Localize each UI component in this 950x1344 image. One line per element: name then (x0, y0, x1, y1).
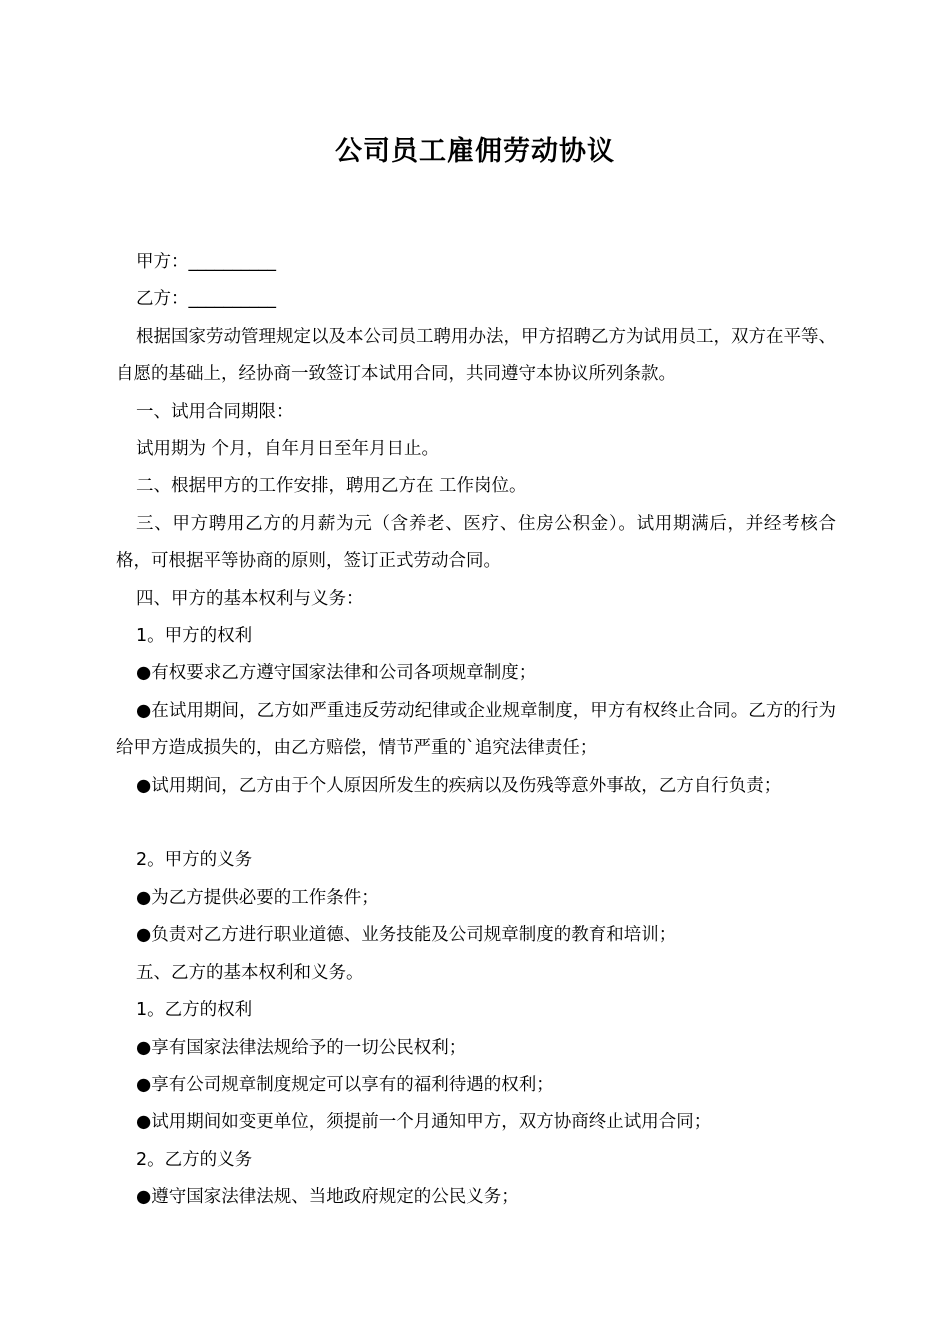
section-heading-3: 三、甲方聘用乙方的月薪为元（含养老、医疗、住房公积金）。试用期满后，并经考核合格，可根据平等协商的原则，签订正式劳动合同。 (116, 513, 836, 572)
bullet-item: ●试用期间，乙方由于个人原因所发生的疾病以及伤残等意外事故，乙方自行负责； (136, 775, 782, 796)
document-title: 公司员工雇佣劳动协议 (335, 136, 615, 167)
bullet-item: ●试用期间如变更单位，须提前一个月通知甲方，双方协商终止试用合同； (136, 1112, 712, 1133)
section-heading-5: 五、乙方的基本权利和义务。 (136, 962, 364, 983)
bullet-item: ●有权要求乙方遵守国家法律和公司各项规章制度； (136, 663, 537, 684)
intro-paragraph: 根据国家劳动管理规定以及本公司员工聘用办法，甲方招聘乙方为试用员工，双方在平等、自愿的基础上，经协商一致签订本试用合同，共同遵守本协议所列条款。 (116, 326, 836, 385)
party-a-line: 甲方：__________ (136, 252, 276, 272)
subheading-party-a-rights: 1。甲方的权利 (136, 626, 253, 647)
bullet-item: ●享有公司规章制度规定可以享有的福利待遇的权利； (136, 1074, 554, 1095)
bullet-item: ●在试用期间，乙方如严重违反劳动纪律或企业规章制度，甲方有权终止合同。乙方的行为给甲方造成损失的，由乙方赔偿，情节严重的`追究法律责任； (116, 700, 836, 759)
party-b-line: 乙方：__________ (136, 289, 276, 310)
bullet-item: ●享有国家法律法规给予的一切公民权利； (136, 1037, 467, 1058)
paragraph-probation-period: 试用期为 个月，自年月日至年月日止。 (136, 439, 440, 460)
section-heading-1: 一、试用合同期限： (136, 401, 294, 422)
bullet-item: ●负责对乙方进行职业道德、业务技能及公司规章制度的教育和培训； (136, 925, 677, 946)
section-heading-2: 二、根据甲方的工作安排，聘用乙方在 工作岗位。 (136, 476, 527, 497)
blank-line (116, 805, 836, 842)
subheading-party-b-rights: 1。乙方的权利 (136, 1000, 253, 1021)
document-body (116, 244, 836, 1217)
bullet-item: ●遵守国家法律法规、当地政府规定的公民义务； (136, 1187, 519, 1208)
subheading-party-b-duties: 2。乙方的义务 (136, 1149, 253, 1170)
subheading-party-a-duties: 2。甲方的义务 (136, 850, 253, 871)
section-heading-4: 四、甲方的基本权利与义务： (136, 588, 364, 609)
bullet-item: ●为乙方提供必要的工作条件； (136, 887, 379, 908)
